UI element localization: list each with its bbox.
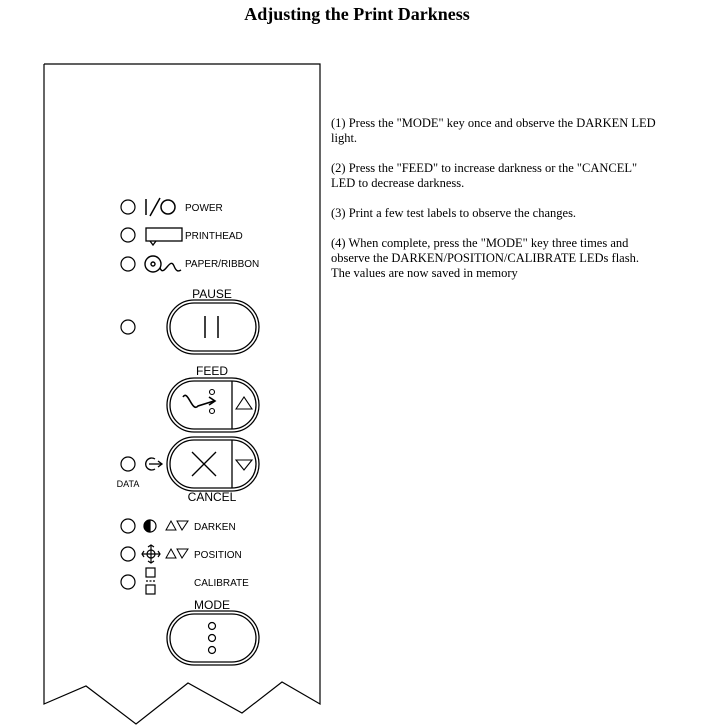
- pause-button[interactable]: [167, 300, 259, 354]
- up-down-arrows-icon: [166, 521, 188, 530]
- instruction-step-4: (4) When complete, press the "MODE" key three times and observe the DARKEN/POSITION/CALIBRATE LEDs flash. The values are now saved in memory: [331, 236, 639, 280]
- pause-led: [121, 320, 135, 334]
- pause-label: PAUSE: [192, 287, 232, 301]
- instruction-step-1: (1) Press the "MODE" key once and observe the DARKEN LED light.: [331, 116, 656, 145]
- cancel-label: CANCEL: [187, 490, 237, 504]
- panel-outline: [44, 64, 320, 724]
- feed-label: FEED: [195, 364, 229, 378]
- instructions: [331, 116, 661, 296]
- position-label: POSITION: [194, 550, 242, 561]
- darken-led: [121, 519, 135, 533]
- feed-button[interactable]: [167, 378, 259, 432]
- page-title: Adjusting the Print Darkness: [244, 4, 470, 24]
- feed-icon: [183, 390, 215, 414]
- calibrate-label: CALIBRATE: [194, 578, 249, 589]
- instruction-step-3: (3) Print a few test labels to observe the changes.: [331, 206, 577, 220]
- power-icon: [146, 198, 175, 216]
- data-led: [121, 457, 135, 471]
- mode-icon: [209, 623, 216, 654]
- paper-ribbon-label: PAPER/RIBBON: [185, 259, 260, 270]
- cancel-button[interactable]: [167, 437, 259, 491]
- printhead-icon: [146, 228, 182, 245]
- data-icon: [146, 458, 162, 470]
- power-led: [121, 200, 135, 214]
- calibrate-led: [121, 575, 135, 589]
- calibrate-icon: [146, 568, 155, 594]
- pause-icon: [205, 316, 218, 338]
- up-arrow-icon: [236, 397, 252, 409]
- power-label: POWER: [185, 203, 223, 214]
- down-arrow-icon: [236, 460, 252, 470]
- printhead-label: PRINTHEAD: [185, 231, 243, 242]
- data-label: DATA: [116, 479, 140, 489]
- mode-label: MODE: [194, 598, 230, 612]
- mode-button[interactable]: [167, 611, 259, 665]
- position-led: [121, 547, 135, 561]
- darken-icon: [144, 520, 156, 532]
- printhead-led: [121, 228, 135, 242]
- paper-ribbon-icon: [145, 256, 181, 272]
- position-icon: [142, 545, 160, 563]
- instruction-step-2: (2) Press the "FEED" to increase darkness or the "CANCEL" LED to decrease darkness.: [331, 161, 638, 190]
- darken-label: DARKEN: [194, 522, 236, 533]
- cancel-x-icon: [192, 452, 216, 476]
- up-down-arrows-icon: [166, 549, 188, 558]
- paper-ribbon-led: [121, 257, 135, 271]
